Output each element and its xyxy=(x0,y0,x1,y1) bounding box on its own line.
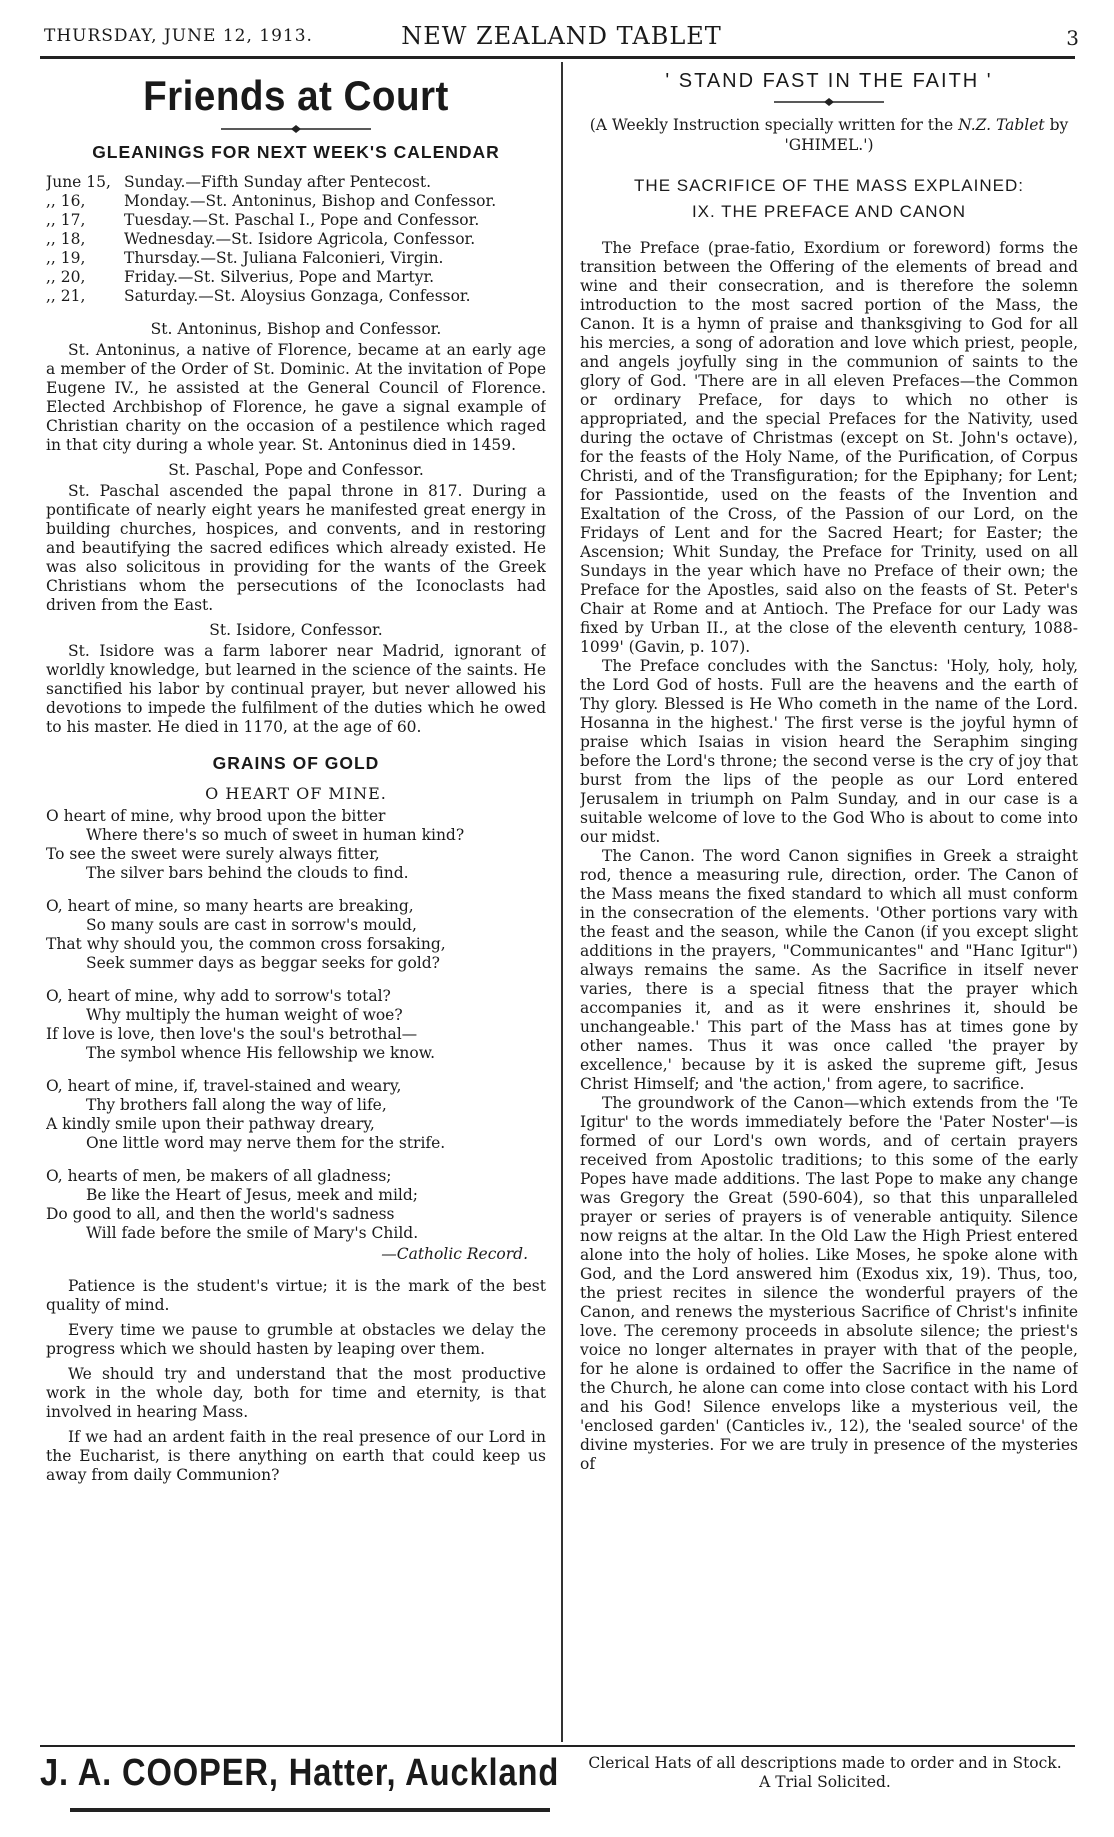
paper-title: NEW ZEALAND TABLET xyxy=(401,22,722,50)
issue-date: THURSDAY, JUNE 12, 1913. xyxy=(44,26,313,46)
cooper-advert xyxy=(40,1752,560,1812)
calendar-entry: ,, 19, Thursday.—St. Juliana Falconieri, Virgin. xyxy=(46,249,444,267)
calendar-entry: June 15, Sunday.—Fifth Sunday after Pentecost. xyxy=(46,173,432,191)
saint-heading: St. Isidore, Confessor. xyxy=(209,621,383,639)
poem-stanza: O, heart of mine, why add to sorrow's total? Why multiply the human weight of woe? If love is love, then love's the soul's betrothal— The symbol whence His fellowship we know. xyxy=(46,987,436,1062)
ornament-divider-icon xyxy=(221,124,371,134)
saint-body: St. Paschal ascended the papal throne in 817. During a pontificate of nearly eight years he manifested great energy in building churches, hospices, and convents, and in restoring and beautifying the sacred edifices which already existed. He was also solicitous in providing for the wants of the Greek Christians whom the persecutions of the Iconoclasts had driven from the East. xyxy=(46,482,546,614)
saint-heading: St. Antoninus, Bishop and Confessor. xyxy=(150,320,442,338)
calendar-entry: ,, 17, Tuesday.—St. Paschal I., Pope and Confessor. xyxy=(46,211,480,229)
advert-line: A Trial Solicited. xyxy=(759,1773,891,1791)
instruction-heading: THE SACRIFICE OF THE MASS EXPLAINED: IX. THE PREFACE AND CANON xyxy=(634,176,1024,221)
maxim-paragraph: If we had an ardent faith in the real presence of our Lord in the Eucharist, is there anything on earth that could keep us away from daily Communion? xyxy=(46,1428,546,1484)
masthead-rule xyxy=(40,56,1075,59)
maxim-paragraph: Patience is the student's virtue; it is the mark of the best quality of mind. xyxy=(46,1277,546,1314)
advert-line: Clerical Hats of all descriptions made to order and in Stock. xyxy=(588,1754,1062,1772)
maxim-paragraph: Every time we pause to grumble at obstacles we delay the progress which we should hasten by leaping over them. xyxy=(46,1321,546,1358)
poem-stanza: O, hearts of men, be makers of all gladness; Be like the Heart of Jesus, meek and mild; Do good to all, and then the world's sadness Will fade before the smile of Mary's Child. xyxy=(46,1167,419,1242)
column-rule xyxy=(561,62,563,1742)
poem-credit: —Catholic Record. xyxy=(381,1245,528,1263)
poem-stanza: O, heart of mine, if, travel-stained and weary, Thy brothers fall along the way of life, A kindly smile upon their pathway dreary, One little word may nerve them for the strife. xyxy=(46,1077,446,1152)
page-number: 3 xyxy=(1066,26,1079,50)
poem-stanza: O heart of mine, why brood upon the bitter Where there's so much of sweet in human kind? To see the sweet were surely always fitter, The silver bars behind the clouds to find. xyxy=(46,807,465,882)
left-column xyxy=(46,66,546,1738)
advert-name: J. A. COOPER, Hatter, Auckland xyxy=(40,1752,560,1794)
advert-underline xyxy=(70,1808,550,1812)
masthead xyxy=(44,24,1079,56)
grains-heading: GRAINS OF GOLD xyxy=(212,753,380,773)
advert-rule xyxy=(40,1745,1075,1747)
body-paragraph: The groundwork of the Canon—which extends from the 'Te Igitur' to the words immediately before the 'Pater Noster'—is formed of our Lord's own words, and of certain prayers received from Apostolic traditions; to this some of the early Popes have made additions. The last Pope to make any change was Gregory the Great (590-604), so that this unparalleled prayer or series of prayers is of venerable antiquity. Silence now reigns at the altar. In the Old Law the High Priest entered alone into the holy of holies. Like Moses, he spoke alone with God, and the Lord answered him (Exodus xix, 19). Thus, too, the priest recites in silence the wonderful prayers of the Canon, and renews the mysterious Sacrifice of Christ's infinite love. The ceremony proceeds in absolute silence; the priest's voice no longer alternates in prayer with that of the people, for he alone is ordained to offer the Sacrifice in the name of the Church, he alone can come into close contact with his Lord and his God! Silence envelops like a mysterious veil, the 'enclosed garden' (Canticles iv., 12), the 'sealed source' of the divine mysteries. For we are truly in presence of the mysteries of xyxy=(580,1094,1078,1473)
calendar-heading: GLEANINGS FOR NEXT WEEK'S CALENDAR xyxy=(92,142,500,162)
advert-text xyxy=(575,1754,1075,1792)
calendar-entry: ,, 20, Friday.—St. Silverius, Pope and Martyr. xyxy=(46,268,435,286)
body-paragraph: The Preface concludes with the Sanctus: 'Holy, holy, holy, the Lord God of hosts. Full are the heavens and the earth of Thy glory. Blessed is He Who cometh in the name of the Lord. Hosanna in the highest.' The first verse is the joyful hymn of praise which Isaias in vision heard the Seraphim singing before the Lord's throne; the second verse is the cry of joy that burst from the lips of the people as our Lord entered Jerusalem in triumph on Palm Sunday, and in our case is a suitable welcome of love to the God Who is about to come into our midst. xyxy=(580,657,1078,846)
calendar-entry: ,, 21, Saturday.—St. Aloysius Gonzaga, Confessor. xyxy=(46,287,471,305)
body-paragraph: The Canon. The word Canon signifies in Greek a straight rod, thence a measuring rule, direction, order. The Canon of the Mass means the fixed standard to which all must conform in the consecration of the elements. 'Other portions vary with the feast and the season, while the Canon (if you except slight additions in the prayers, "Communicantes" and "Hanc Igitur") always remains the same. As the Sacrifice in itself never varies, there is a special fitness that the prayer which accompanies it, and as it were enshrines it, should be unchangeable.' This part of the Mass has at times gone by other names. Thus it was once called 'the prayer by excellence,' because by it is asked the supreme gift, Jesus Christ Himself; and 'the action,' from agere, to sacrifice. xyxy=(580,847,1078,1093)
saint-heading: St. Paschal, Pope and Confessor. xyxy=(168,461,424,479)
saint-body: St. Antoninus, a native of Florence, became at an early age a member of the Order of St. Dominic. At the invitation of Pope Eugene IV., he assisted at the General Council of Florence. Elected Archbishop of Florence, he gave a signal example of Christian charity on the occasion of a pestilence which raged in that city during a whole year. St. Antoninus died in 1459. xyxy=(46,341,546,454)
maxim-paragraph: We should try and understand that the most productive work in the whole day, both for time and eternity, is that involved in hearing Mass. xyxy=(46,1365,546,1421)
ornament-divider-icon xyxy=(774,97,884,107)
calendar-list xyxy=(46,173,546,306)
body-paragraph: The Preface (prae-fatio, Exordium or foreword) forms the transition between the Offering of the elements of bread and wine and their consecration, and is therefore the solemn introduction to the most sacred portion of the Mass, the Canon. It is a hymn of praise and thanksgiving to God for all his mercies, a song of adoration and love which priest, people, and angels joyfully sing in the communion of saints to the glory of God. 'There are in all eleven Prefaces—the Common or ordinary Preface, for days to which no other is appropriated, and the special Prefaces for the Nativity, used during the octave of Christmas (except on St. John's octave), for the feasts of the Holy Name, of the Purification, of Corpus Christi, and of the Transfiguration; for the Epiphany; for Lent; for Passiontide, used on the feasts of the Invention and Exaltation of the Cross, of the Passion of our Lord, on the Fridays of Lent and for the Sacred Heart; for Easter; the Ascension; Whit Sunday, the Preface for Trinity, used on all Sundays in the year which have no Preface of their own; the Preface for the Apostles, said also on the feasts of St. Peter's Chair at Rome and at Antioch. The Preface for our Lady was fixed by Urban II., at the close of the eleventh century, 1088-1099' (Gavin, p. 107). xyxy=(580,239,1078,656)
right-column xyxy=(580,66,1078,1738)
article-title-friends-at-court: Friends at Court xyxy=(143,72,449,119)
article-title-stand-fast: ' STAND FAST IN THE FAITH ' xyxy=(665,70,993,92)
saint-body: St. Isidore was a farm laborer near Madrid, ignorant of worldly knowledge, but learned in the science of the saints. He sanctified his labor by continual prayer, but never allowed his devotions to impede the fulfilment of the duties which he owed to his master. He died in 1170, at the age of 60. xyxy=(46,642,546,736)
poem-stanza: O, heart of mine, so many hearts are breaking, So many souls are cast in sorrow's mould, That why should you, the common cross forsaking, Seek summer days as beggar seeks for gold? xyxy=(46,897,446,972)
calendar-entry: ,, 18, Wednesday.—St. Isidore Agricola, Confessor. xyxy=(46,230,476,248)
byline-note: (A Weekly Instruction specially written for the N.Z. Tablet by 'GHIMEL.') xyxy=(589,116,1069,154)
calendar-entry: ,, 16, Monday.—St. Antoninus, Bishop and Confessor. xyxy=(46,192,497,210)
poem-title: O HEART OF MINE. xyxy=(205,784,387,803)
